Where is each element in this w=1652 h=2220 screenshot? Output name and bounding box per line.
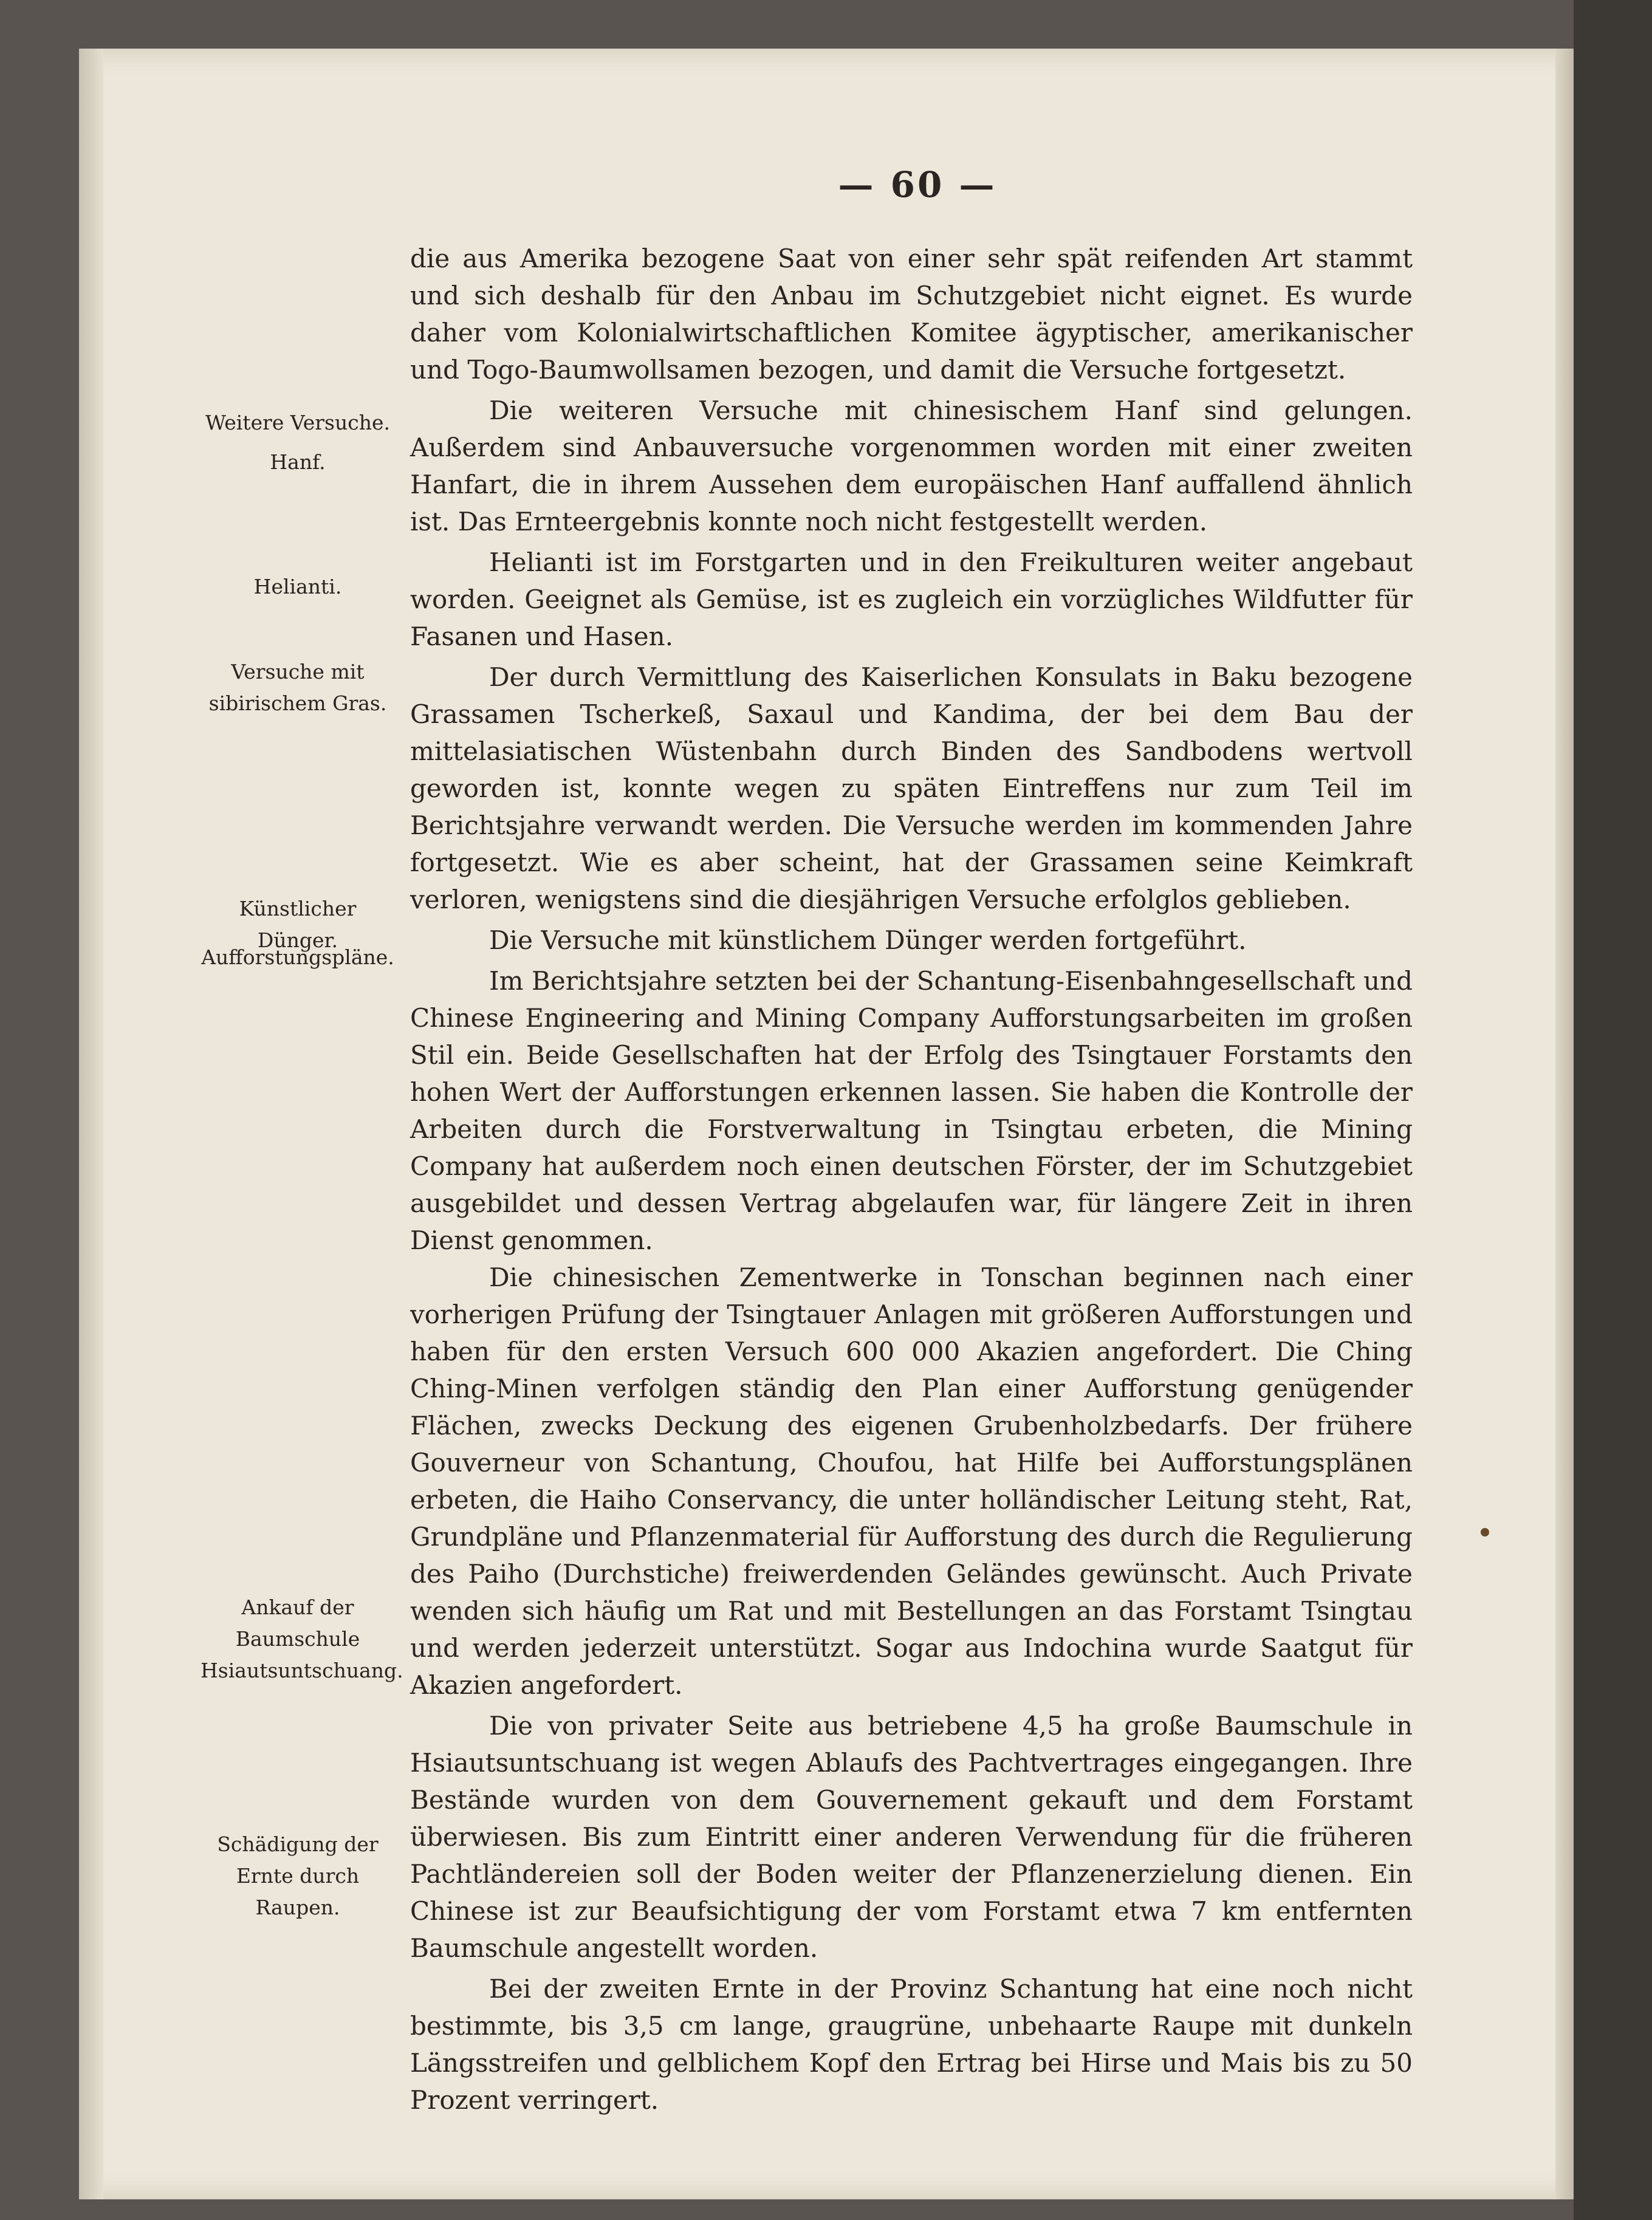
paragraph: Helianti ist im Forstgarten und in den Freikulturen weiter angebaut worden. Geeignet als Gemüse, ist es zugleich ein vorzügliches Wildfutter für Fasanen und Hasen. (410, 547, 1413, 651)
margin-note-kuenstlicher-duenger: Künstlicher Dünger. (239, 897, 357, 952)
paragraph: Die weiteren Versuche mit chinesischem Hanf sind gelungen. Außerdem sind Anbauversuche vorgenommen worden mit einer zweiten Hanfart, die in ihrem Aussehen dem europäischen Hanf auffallend ähnlich ist. Das Ernteergebnis konnte noch nicht festgestellt werden. (410, 396, 1413, 536)
paragraph: Die von privater Seite aus betriebene 4,5 ha große Baumschule in Hsiautsuntschuang ist wegen Ablaufs des Pachtvertrages eingegangen. Ihre Bestände wurden von dem Gouvernement gekauft und dem Forstamt überwiesen. Bis zum Eintritt einer anderen Verwendung für die früheren Pachtländereien soll der Boden weiter der Pflanzenerzielung dienen. Ein Chinese ist zur Beaufsichtigung der vom Forstamt etwa 7 km entfernten Baumschule angestellt worden. (410, 1711, 1413, 1963)
margin-note-helianti: Helianti. (253, 575, 342, 598)
paragraph: Die Versuche mit künstlichem Dünger werden fortgeführt. (489, 925, 1247, 955)
margin-note-weitere-versuche: Weitere Versuche. (205, 411, 390, 434)
margin-note-hanf: Hanf. (270, 450, 326, 474)
book-gutter (1574, 0, 1652, 2220)
paragraph: Im Berichtsjahre setzten bei der Schantung-Eisenbahngesellschaft und Chinese Engineering and Mining Company Aufforstungsarbeiten im großen Stil ein. Beide Gesellschaften hat der Erfolg des Tsingtauer Forstamts den hohen Wert der Aufforstungen erkennen lassen. Sie haben die Kontrolle der Arbeiten durch die Forstverwaltung in Tsingtau erbeten, die Mining Company hat außerdem noch einen deutschen Förster, der im Schutzgebiet ausgebildet und dessen Vertrag abgelaufen war, für längere Zeit in ihren Dienst genommen. (410, 966, 1413, 1255)
ink-spot (1481, 1528, 1489, 1537)
paragraph: Der durch Vermittlung des Kaiserlichen Konsulats in Baku bezogene Grassamen Tscherkeß, Saxaul und Kandima, der bei dem Bau der mittelasiatischen Wüstenbahn durch Binden des Sandbodens wertvoll geworden ist, konnte wegen zu späten Eintreffens nur zum Teil im Berichtsjahre verwandt werden. Die Versuche werden im kommenden Jahre fortgesetzt. Wie es aber scheint, hat der Grassamen seine Keimkraft verloren, wenigstens sind die diesjährigen Versuche erfolglos geblieben. (410, 662, 1413, 914)
paragraph: Bei der zweiten Ernte in der Provinz Schantung hat eine noch nicht bestimmte, bis 3,5 cm lange, graugrüne, unbehaarte Raupe mit dunkeln Längsstreifen und gelblichem Kopf den Ertrag bei Hirse und Mais bis zu 50 Prozent verringert. (410, 1974, 1413, 2115)
margin-note-sibirisches-gras: Versuche mit sibirischem Gras. (208, 660, 387, 715)
paragraph: die aus Amerika bezogene Saat von einer sehr spät reifenden Art stammt und sich deshalb für den Anbau im Schutzgebiet nicht eignet. Es wurde daher vom Kolonialwirtschaftlichen Komitee ägyptischer, amerikanischer und Togo-Baumwollsamen bezogen, und damit die Versuche fortgesetzt. (410, 244, 1413, 385)
paragraph: Die chinesischen Zementwerke in Tonschan beginnen nach einer vorherigen Prüfung der Tsingtauer Anlagen mit größeren Aufforstungen und haben für den ersten Versuch 600 000 Akazien angefordert. Die Ching Ching-Minen verfolgen ständig den Plan einer Aufforstung genügender Flächen, zwecks Deckung des eigenen Grubenholzbedarfs. Der frühere Gouverneur von Schantung, Choufou, hat Hilfe bei Aufforstungsplänen erbeten, die Haiho Conservancy, die unter holländischer Leitung steht, Rat, Grundpläne und Pflanzenmaterial für Aufforstung des durch die Regulierung des Paiho (Durchstiche) freiwerdenden Geländes gewünscht. Auch Private wenden sich häufig um Rat und mit Bestellungen an das Forstamt Tsingtau und werden jederzeit unterstützt. Sogar aus Indochina wurde Saatgut für Akazien angefordert. (410, 1262, 1413, 1700)
page-number: — 60 — (838, 164, 997, 205)
body-text (410, 240, 1413, 2119)
margin-note-baumschule: Ankauf der Baumschule Hsiautsuntschuang. (201, 1595, 403, 1682)
margin-note-aufforstungsplaene: Aufforstungspläne. (201, 945, 394, 969)
page-edge-left (79, 49, 103, 2199)
margin-note-raupen: Schädigung der Ernte durch Raupen. (217, 1832, 379, 1919)
